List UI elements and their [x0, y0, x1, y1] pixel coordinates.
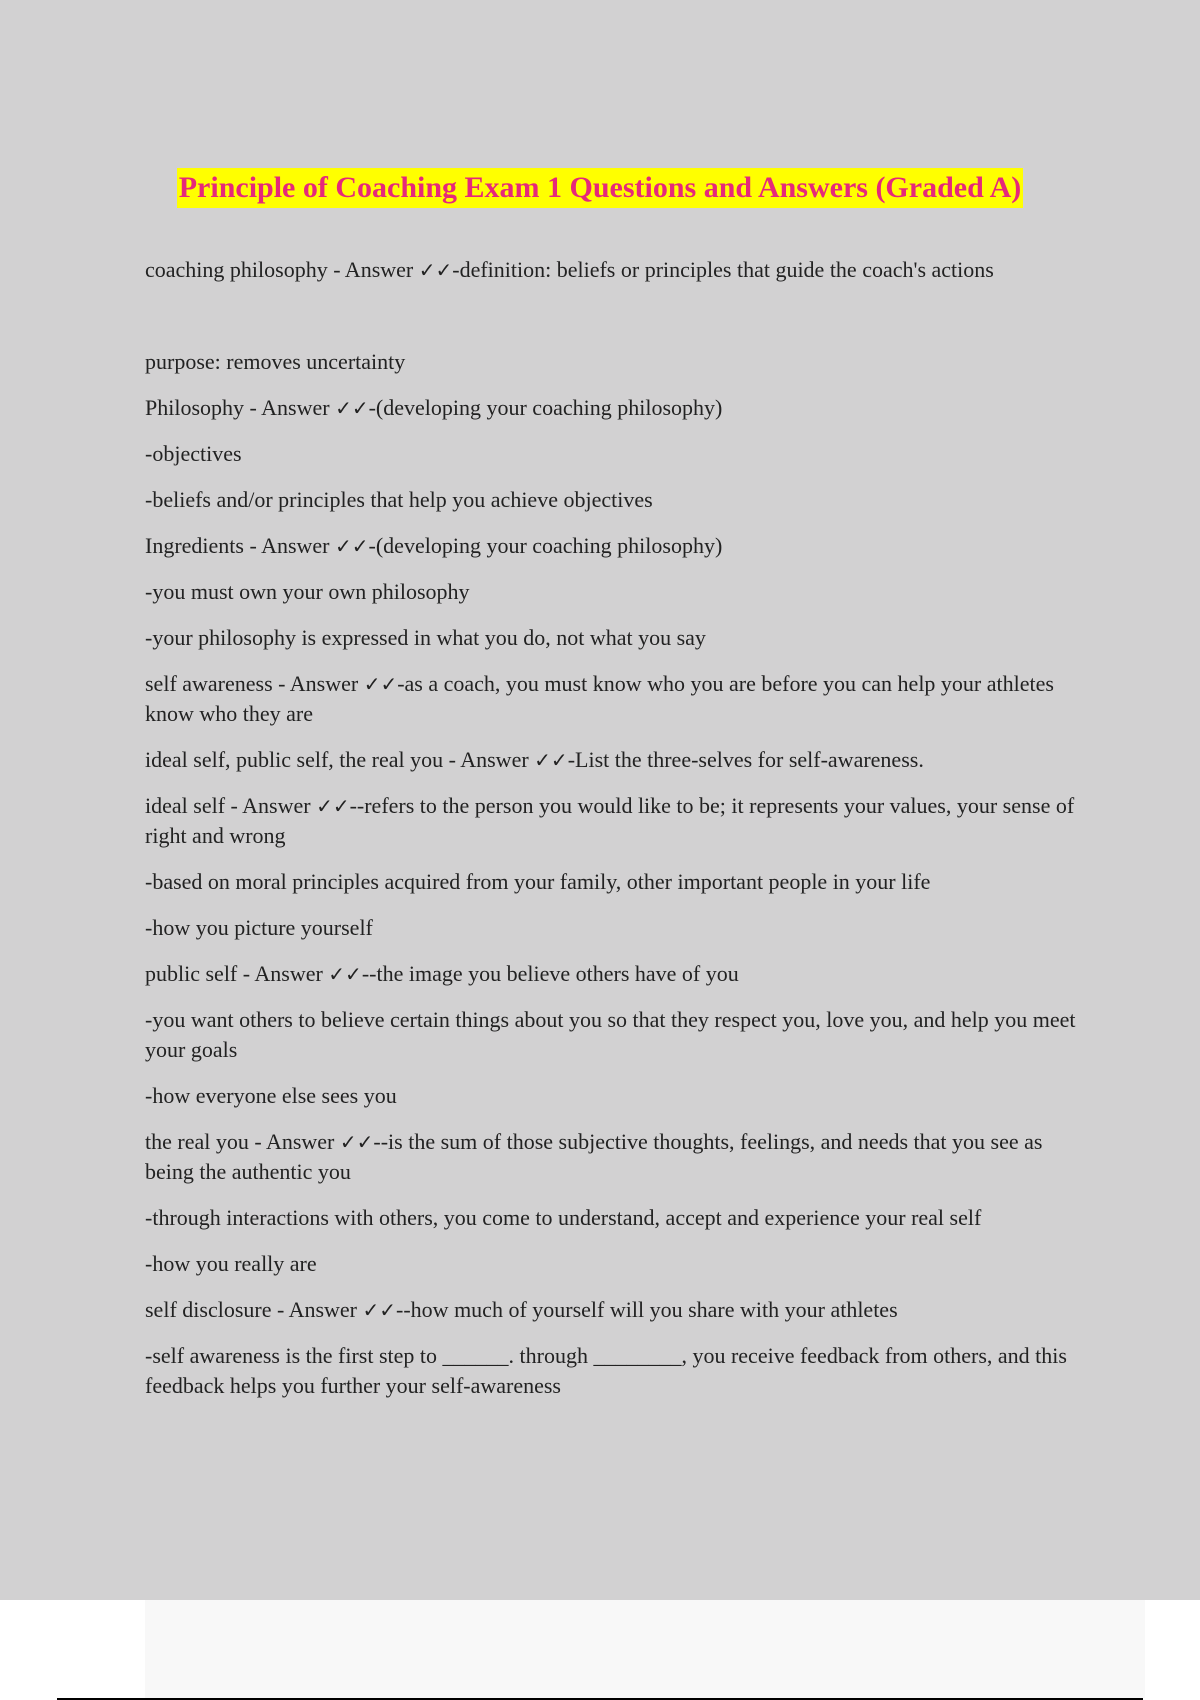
double-check-icon: ✓✓ [534, 748, 568, 772]
paragraph-text: -your philosophy is expressed in what you do, not what you say [145, 625, 706, 650]
question-text: Philosophy - Answer [145, 395, 336, 420]
paragraph [145, 867, 1095, 897]
paragraph [145, 1295, 1095, 1325]
double-check-icon: ✓✓ [328, 962, 362, 986]
double-check-icon: ✓✓ [316, 794, 350, 818]
question-text: ideal self - Answer [145, 793, 317, 818]
question-text: self awareness - Answer [145, 671, 364, 696]
paragraph [145, 1249, 1095, 1279]
paragraph-text: -how you picture yourself [145, 915, 373, 940]
question-text: Ingredients - Answer [145, 533, 336, 558]
page-footer [0, 1600, 1200, 1700]
question-text: coaching philosophy - Answer [145, 257, 419, 282]
answer-text: --is the sum of those subjective thoughts, feelings, and needs that you see as being the authentic you [145, 1129, 1043, 1184]
double-check-icon: ✓✓ [363, 672, 398, 696]
paragraph [145, 347, 1095, 377]
paragraph-text: -beliefs and/or principles that help you achieve objectives [145, 487, 653, 512]
paragraph [145, 913, 1095, 943]
paragraph-text: -through interactions with others, you come to understand, accept and experience your real self [145, 1205, 982, 1230]
double-check-icon: ✓✓ [335, 534, 369, 558]
paragraph [145, 255, 1095, 285]
question-text: self disclosure - Answer [145, 1297, 363, 1322]
paragraph-text: -how everyone else sees you [145, 1083, 397, 1108]
paragraph-text: -self awareness is the first step to ______. through ________, you receive feedback from others, and this feedback helps you further your self-awareness [145, 1343, 1067, 1398]
footer-shade [145, 1600, 1145, 1698]
double-check-icon: ✓✓ [362, 1298, 397, 1322]
answer-text: -as a coach, you must know who you are before you can help your athletes know who they are [145, 671, 1054, 726]
paragraph [145, 1127, 1095, 1187]
paragraph-text: -how you really are [145, 1251, 317, 1276]
answer-text: --refers to the person you would like to be; it represents your values, your sense of right and wrong [145, 793, 1075, 848]
double-check-icon: ✓✓ [339, 1130, 374, 1154]
double-check-icon: ✓✓ [418, 258, 453, 282]
answer-text: --the image you believe others have of you [361, 961, 739, 986]
question-text: public self - Answer [145, 961, 329, 986]
paragraph-text: -based on moral principles acquired from your family, other important people in your life [145, 869, 931, 894]
paragraph [145, 485, 1095, 515]
paragraph [145, 959, 1095, 989]
paragraph [145, 623, 1095, 653]
paragraph [145, 577, 1095, 607]
paragraph [145, 393, 1095, 423]
paragraph [145, 439, 1095, 469]
answer-text: -(developing your coaching philosophy) [368, 533, 723, 558]
paragraph [145, 1005, 1095, 1065]
document-title: Principle of Coaching Exam 1 Questions and Answers (Graded A) [177, 168, 1024, 208]
paragraph-text: -you must own your own philosophy [145, 579, 470, 604]
paragraph [145, 1341, 1095, 1401]
paragraph-text: -you want others to believe certain things about you so that they respect you, love you, and help you meet your goals [145, 1007, 1076, 1062]
paragraph [145, 1203, 1095, 1233]
document-body [145, 255, 1095, 1417]
answer-text: -definition: beliefs or principles that guide the coach's actions [452, 257, 994, 282]
paragraph [145, 669, 1095, 729]
answer-text: -List the three-selves for self-awareness. [567, 747, 924, 772]
title-block [0, 168, 1200, 208]
question-text: ideal self, public self, the real you - Answer [145, 747, 535, 772]
paragraph [145, 531, 1095, 561]
answer-text: --how much of yourself will you share with your athletes [396, 1297, 898, 1322]
paragraph-text: purpose: removes uncertainty [145, 349, 406, 374]
paragraph [145, 1081, 1095, 1111]
paragraph-text: -objectives [145, 441, 242, 466]
question-text: the real you - Answer [145, 1129, 340, 1154]
paragraph [145, 745, 1095, 775]
double-check-icon: ✓✓ [335, 396, 369, 420]
answer-text: -(developing your coaching philosophy) [368, 395, 723, 420]
paragraph [145, 791, 1095, 851]
